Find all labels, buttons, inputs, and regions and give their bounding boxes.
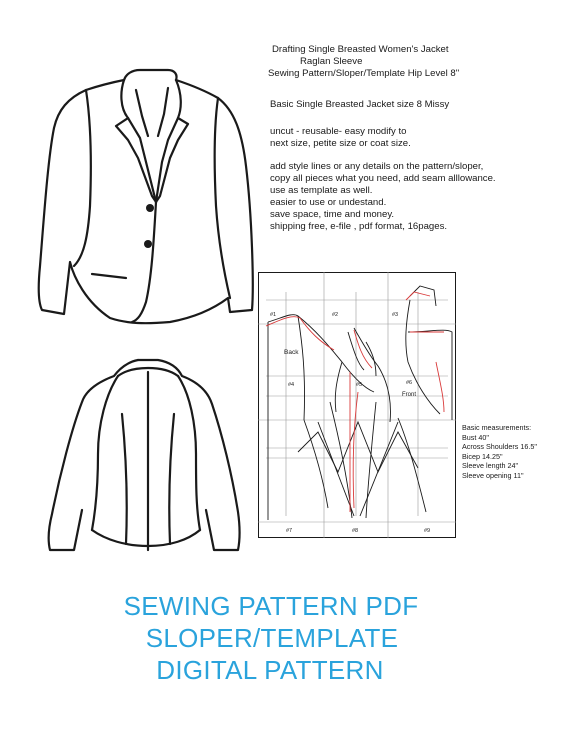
headline-line-1: SEWING PATTERN PDF xyxy=(123,591,419,621)
feature-line: easier to use or undestand. xyxy=(270,197,387,208)
headline-line-3: DIGITAL PATTERN xyxy=(156,655,384,685)
piece-label: #2 xyxy=(332,312,339,318)
feature-line: next size, petite size or coat size. xyxy=(270,138,411,149)
title-line-1: Drafting Single Breasted Women's Jacket xyxy=(272,44,449,55)
measurement-item: Sleeve length 24" xyxy=(462,461,519,471)
headline-line-2: SLOPER/TEMPLATE xyxy=(145,623,399,653)
back-piece-label: Back xyxy=(284,349,299,356)
product-headline xyxy=(0,590,570,686)
piece-label: #6 xyxy=(406,380,413,386)
measurement-item: Across Shoulders 16.5" xyxy=(462,442,537,452)
feature-line: shipping free, e-file , pdf format, 16pages. xyxy=(270,221,448,232)
measurement-item: Sleeve opening 11" xyxy=(462,470,524,480)
front-piece-label: Front xyxy=(402,392,417,398)
piece-label: #3 xyxy=(392,312,399,318)
title-line-2: Raglan Sleeve xyxy=(300,56,363,67)
feature-line: save space, time and money. xyxy=(270,209,395,220)
piece-label: #5 xyxy=(356,382,363,388)
feature-line: uncut - reusable- easy modify to xyxy=(270,126,407,137)
feature-line: use as template as well. xyxy=(270,185,373,196)
measurement-item: Bicep 14.25" xyxy=(462,451,503,461)
basic-measurements xyxy=(462,423,566,481)
piece-label: #4 xyxy=(288,382,295,388)
title-line-3: Sewing Pattern/Sloper/Template Hip Level 8" xyxy=(268,68,460,79)
jacket-back-illustration xyxy=(26,354,262,552)
feature-line: add style lines or any details on the pattern/sloper, xyxy=(270,161,484,172)
pattern-draft-sheet xyxy=(258,272,456,538)
pattern-title xyxy=(268,44,568,80)
jacket-front-illustration xyxy=(28,66,260,334)
piece-label: #7 xyxy=(286,528,293,534)
feature-description xyxy=(270,126,570,233)
feature-line: copy all pieces what you need, add seam alllowance. xyxy=(270,173,496,184)
measurements-heading: Basic measurements: xyxy=(462,423,532,432)
measurement-item: Bust 40" xyxy=(462,432,489,442)
size-description: Basic Single Breasted Jacket size 8 Missy xyxy=(270,99,450,110)
piece-label: #1 xyxy=(270,312,277,318)
piece-label: #8 xyxy=(352,528,359,534)
piece-label: #9 xyxy=(424,528,431,534)
